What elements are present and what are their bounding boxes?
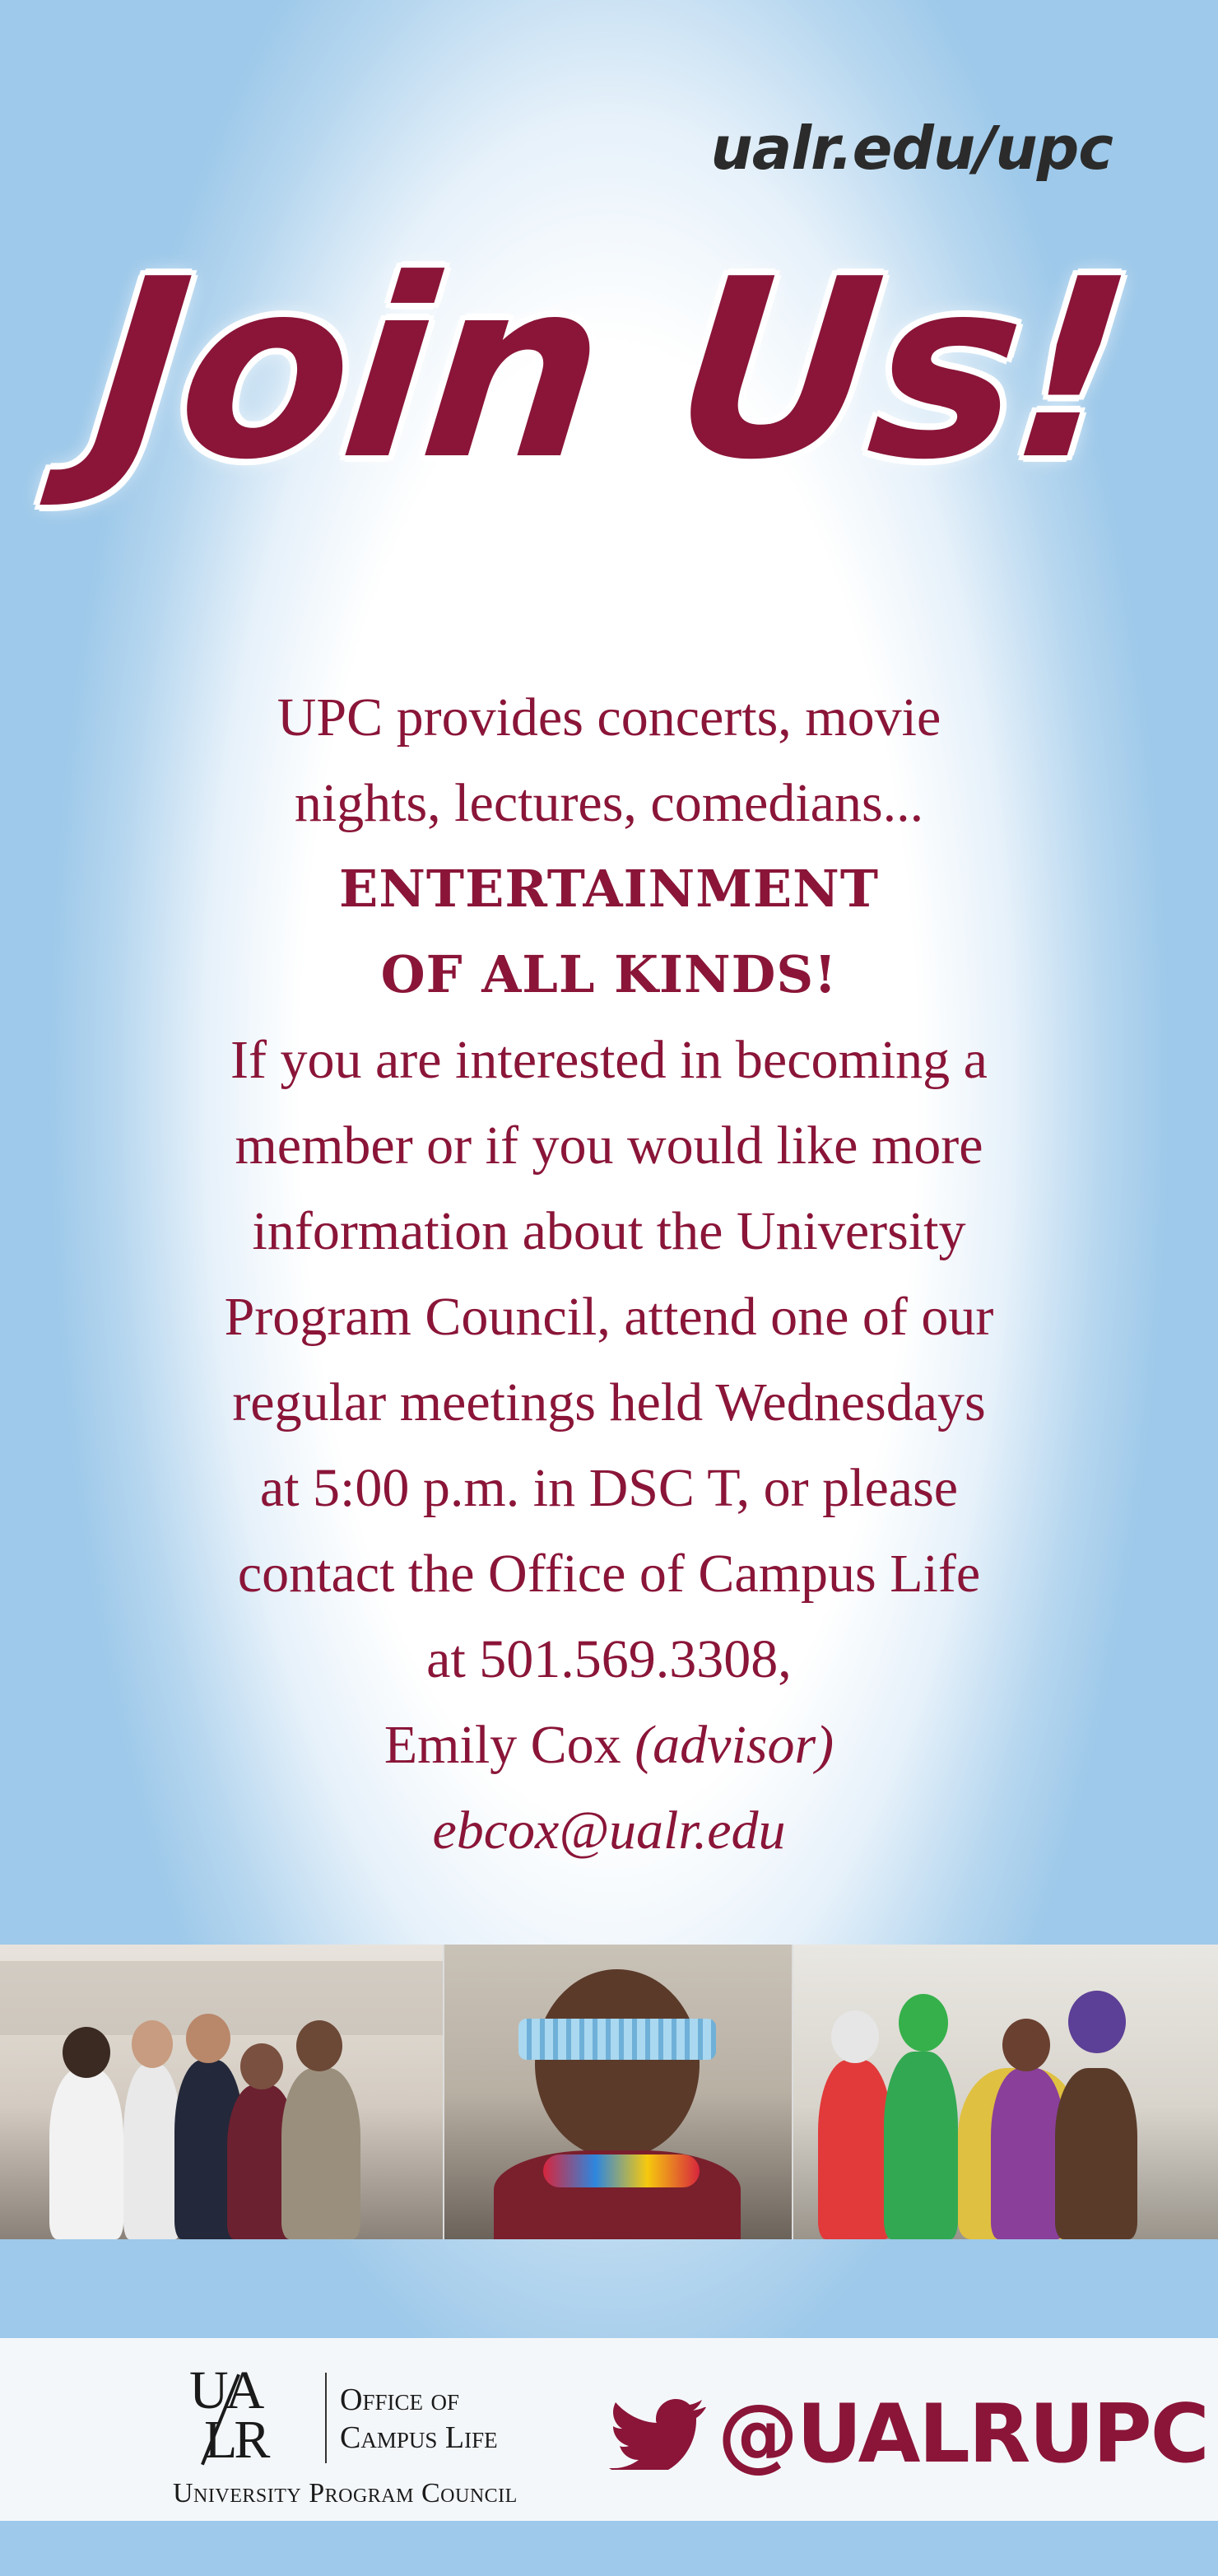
campus-life-logo[interactable]	[148, 2348, 543, 2513]
description-line: member or if you would like more	[235, 1116, 983, 1176]
entertainment-heading: OF ALL KINDS!	[380, 944, 838, 1004]
description-block	[66, 675, 1152, 1874]
sunglasses-photo	[444, 1945, 792, 2239]
description-line: If you are interested in becoming a	[230, 1030, 988, 1090]
group-photo	[0, 1945, 443, 2239]
office-name	[340, 2381, 498, 2457]
mardi-gras-photo	[793, 1945, 1218, 2239]
office-line: Campus Life	[340, 2420, 498, 2455]
description-line: nights, lectures, comedians...	[294, 773, 924, 833]
advisor-email[interactable]: ebcox@ualr.edu	[432, 1800, 786, 1861]
advisor-role: (advisor)	[635, 1715, 834, 1775]
description-line: information about the University	[252, 1201, 966, 1261]
twitter-handle: @UALRUPC	[718, 2387, 1208, 2481]
photo-strip	[0, 1945, 1218, 2239]
entertainment-heading: ENTERTAINMENT	[339, 859, 879, 919]
logo-divider	[325, 2373, 327, 2463]
description-line: regular meetings held Wednesdays	[232, 1372, 986, 1432]
ualr-monogram	[189, 2360, 311, 2470]
monogram-lr: LR	[204, 2410, 267, 2470]
description-line: contact the Office of Campus Life	[237, 1544, 981, 1604]
twitter-link[interactable]	[607, 2387, 1208, 2481]
advisor-line	[66, 1703, 1152, 1788]
description-line: UPC provides concerts, movie	[277, 687, 941, 748]
twitter-bird-icon	[607, 2399, 706, 2470]
description-line: at 5:00 p.m. in DSC T, or please	[259, 1458, 959, 1518]
join-us-headline: Join Us!	[79, 226, 1139, 514]
website-url[interactable]: ualr.edu/upc	[710, 114, 1113, 183]
phone-line: at 501.569.3308,	[426, 1629, 792, 1689]
advisor-name: Emily Cox	[384, 1715, 621, 1775]
council-name: University Program Council	[173, 2478, 518, 2508]
monogram-ua: UA	[189, 2360, 262, 2420]
footer-bar	[0, 2338, 1218, 2521]
office-line: Office of	[340, 2383, 459, 2417]
description-line: Program Council, attend one of our	[224, 1287, 994, 1347]
